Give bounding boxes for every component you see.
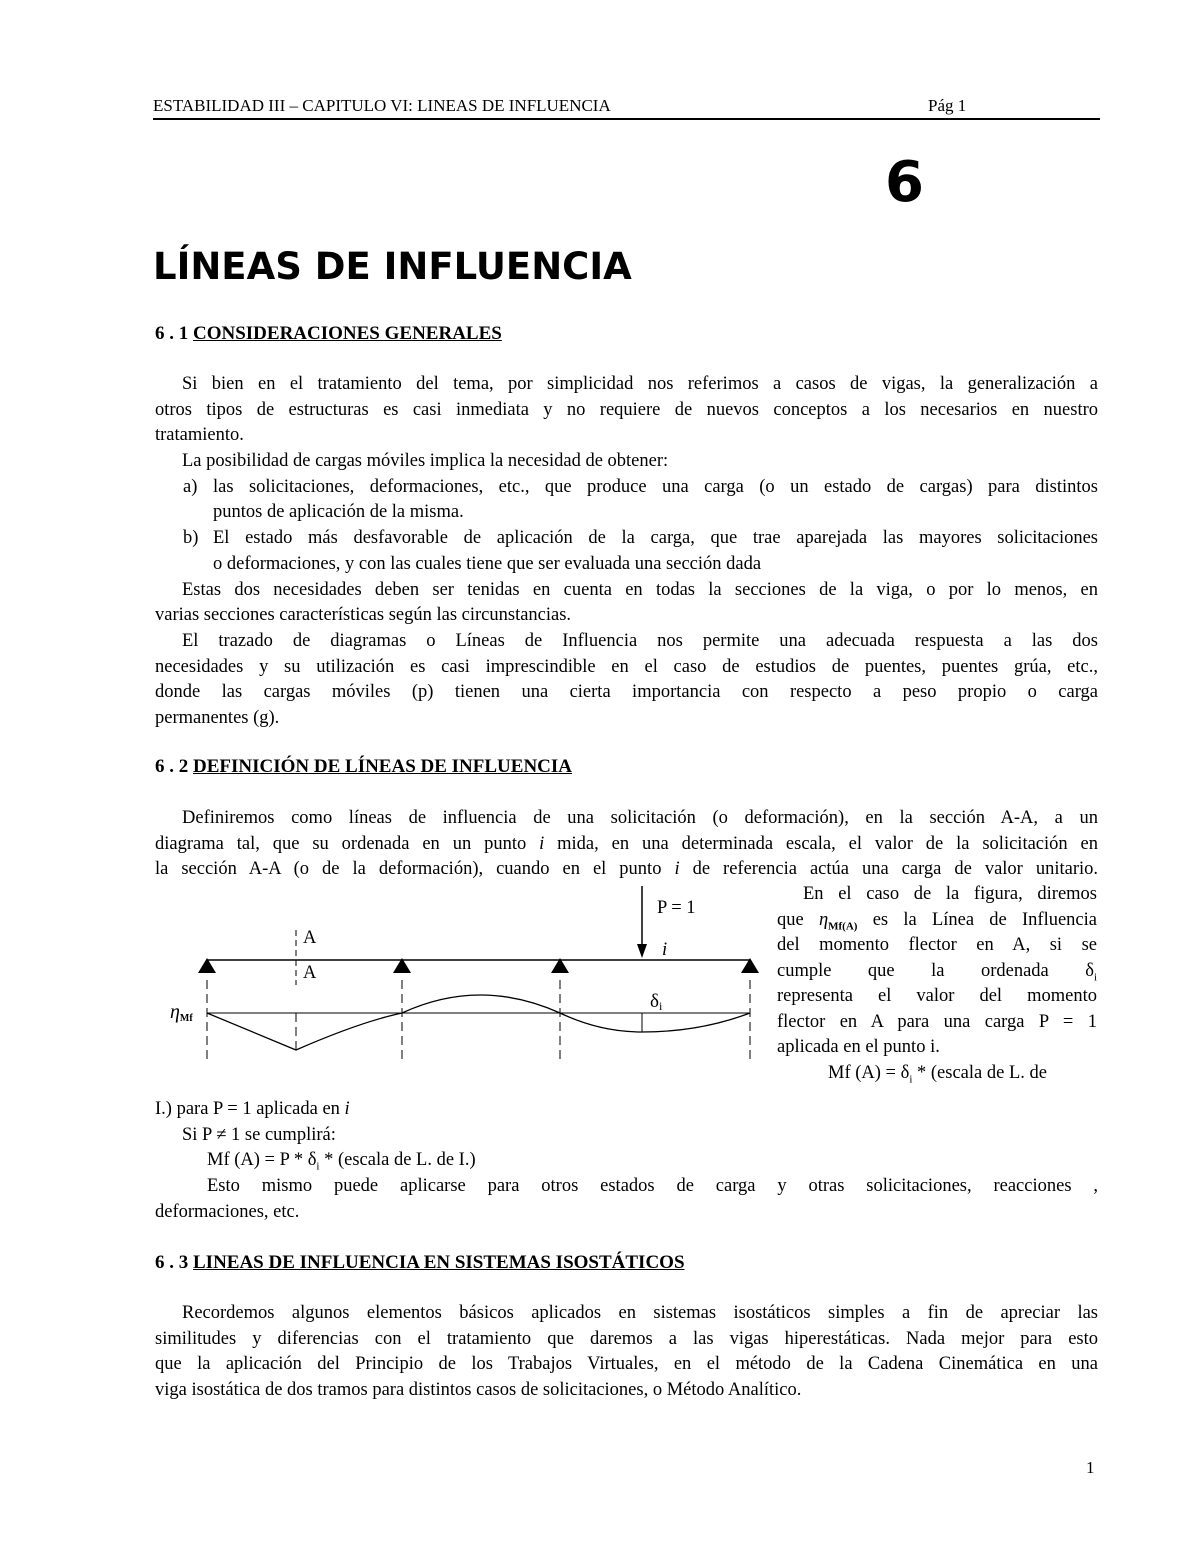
paragraph-line: del momento flector en A, si se xyxy=(777,935,1097,955)
paragraph-line: donde las cargas móviles (p) tienen una cierta importancia con respecto a peso propio o carga xyxy=(155,682,1098,703)
text-run: diagrama tal, que su ordenada en un punto xyxy=(155,833,540,854)
section-6-2-intro xyxy=(155,806,1098,883)
paragraph-line: Si P ≠ 1 se cumplirá: xyxy=(182,1124,336,1145)
section-heading-6-1 xyxy=(155,322,502,346)
paragraph-line: Esto mismo puede aplicarse para otros estados de carga y otras solicitaciones, reacciones , xyxy=(207,1176,1098,1197)
influence-line-figure xyxy=(160,882,770,1072)
ordinate-label xyxy=(650,991,663,1013)
delta-subscript: i xyxy=(1093,971,1097,984)
text-run: de referencia actúa una carga de valor unitario. xyxy=(679,859,1099,880)
paragraph-line: varias secciones características según las circunstancias. xyxy=(155,605,572,626)
paragraph-line: Si bien en el tratamiento del tema, por simplicidad nos referimos a casos de vigas, la generalización a xyxy=(182,374,1098,394)
section-number: 6 . 1 xyxy=(155,323,193,344)
text-run: es la Línea de Influencia xyxy=(857,909,1097,930)
list-item-b-cont: o deformaciones, y con las cuales tiene que ser evaluada una sección dada xyxy=(213,553,762,574)
delta-symbol: δ xyxy=(650,991,659,1012)
paragraph-line: similitudes y diferencias con el tratamiento que daremos a las vigas hiperestáticas. Nada mejor para esto xyxy=(155,1328,1098,1349)
list-marker: b) xyxy=(183,528,199,549)
text-run: I.) para P = 1 aplicada en xyxy=(155,1099,345,1119)
paragraph-line: deformaciones, etc. xyxy=(155,1201,300,1222)
list-item-b xyxy=(155,526,1098,552)
load-arrow-head xyxy=(637,944,647,958)
paragraph-line: aplicada en el punto i. xyxy=(777,1037,940,1057)
load-label: P = 1 xyxy=(657,898,696,918)
paragraph-line: representa el valor del momento xyxy=(777,986,1097,1006)
paragraph-line: otros tipos de estructuras es casi inmediata y no requiere de nuevos conceptos a los necesarios en nuestro xyxy=(155,399,1098,420)
paragraph-line xyxy=(155,1097,1098,1123)
paragraph-line xyxy=(155,1148,1098,1174)
section-title: LINEAS DE INFLUENCIA EN SISTEMAS ISOSTÁTICOS xyxy=(193,1252,685,1273)
variable-i: i xyxy=(539,833,545,854)
section-heading-6-3 xyxy=(155,1251,685,1275)
text-run: * (escala de L. de xyxy=(912,1062,1047,1083)
section-title: CONSIDERACIONES GENERALES xyxy=(193,323,502,344)
paragraph-line xyxy=(155,857,1098,883)
variable-i: i xyxy=(674,859,680,880)
eta-symbol: η xyxy=(818,909,829,930)
text-run: mida, en una determinada escala, el valor de la solicitación en xyxy=(544,833,1098,854)
section-label-bottom: A xyxy=(303,963,317,983)
section-number: 6 . 2 xyxy=(155,756,193,777)
section-6-1-body xyxy=(155,372,1098,732)
header-page: Pág 1 xyxy=(928,96,967,115)
section-6-2-after xyxy=(155,1097,1098,1225)
paragraph-line: que la aplicación del Principio de los Trabajos Virtuales, en el método de la Cadena Cinemática en una xyxy=(155,1354,1098,1375)
influence-curve xyxy=(207,995,750,1050)
text-run: Mf (A) = xyxy=(828,1062,901,1083)
text-run: la sección A-A (o de la deformación), cuando en el punto xyxy=(155,859,675,880)
section-title: DEFINICIÓN DE LÍNEAS DE INFLUENCIA xyxy=(193,756,573,777)
list-text: El estado más desfavorable de aplicación de la carga, que trae aparejada las mayores solicitaciones xyxy=(213,528,1098,549)
paragraph-line xyxy=(155,832,1098,858)
paragraph-line: viga isostática de dos tramos para distintos casos de solicitaciones, o Método Analítico. xyxy=(155,1380,802,1401)
section-6-3-body xyxy=(155,1301,1098,1404)
list-item-a xyxy=(155,475,1098,501)
paragraph-line: Recordemos algunos elementos básicos aplicados en sistemas isostáticos simples a fin de apreciar las xyxy=(182,1303,1098,1323)
delta-symbol: δ xyxy=(307,1150,317,1171)
paragraph-line xyxy=(777,908,1097,934)
eta-label xyxy=(170,1001,193,1024)
paragraph-line: flector en A para una carga P = 1 xyxy=(777,1011,1097,1032)
paragraph-line: Estas dos necesidades deben ser tenidas en cuenta en todas la secciones de la viga, o por lo menos, en xyxy=(182,579,1098,600)
delta-symbol: δ xyxy=(1085,960,1094,981)
eta-subscript: Mf(A) xyxy=(828,920,858,933)
figure-side-text xyxy=(777,882,1097,1086)
paragraph-line: necesidades y su utilización es casi imprescindible en el caso de estudios de puentes, puentes grúa, etc., xyxy=(155,656,1098,677)
paragraph-line: En el caso de la figura, diremos xyxy=(803,884,1097,904)
text-run: cumple que la ordenada xyxy=(777,960,1086,981)
eta-symbol: η xyxy=(170,1001,180,1023)
paragraph-line xyxy=(777,1061,1097,1087)
list-item-a-cont: puntos de aplicación de la misma. xyxy=(213,502,464,523)
paragraph-line: permanentes (g). xyxy=(155,707,280,728)
list-text: las solicitaciones, deformaciones, etc., que produce una carga (o un estado de cargas) para distintos xyxy=(213,476,1098,497)
section-number: 6 . 3 xyxy=(155,1252,193,1273)
chapter-number: 6 xyxy=(885,150,924,215)
delta-symbol: δ xyxy=(900,1062,910,1083)
delta-subscript: i xyxy=(316,1161,320,1174)
text-run: que xyxy=(777,909,819,930)
list-marker: a) xyxy=(183,476,198,497)
eta-subscript: Mf xyxy=(179,1013,193,1024)
paragraph-line: El trazado de diagramas o Líneas de Influencia nos permite una adecuada respuesta a las dos xyxy=(182,630,1098,651)
text-run: * (escala de L. de I.) xyxy=(319,1150,476,1171)
page-header xyxy=(153,96,1100,120)
delta-subscript: i xyxy=(658,999,663,1013)
paragraph-line: tratamiento. xyxy=(155,425,244,446)
page-number: 1 xyxy=(1086,1458,1095,1477)
variable-i: i xyxy=(344,1099,350,1119)
header-chapter: ESTABILIDAD III – CAPITULO VI: LINEAS DE INFLUENCIA xyxy=(153,96,611,115)
paragraph-line: La posibilidad de cargas móviles implica la necesidad de obtener: xyxy=(182,451,669,472)
paragraph-line xyxy=(777,959,1097,985)
paragraph-line: Definiremos como líneas de influencia de una solicitación (o deformación), en la sección A-A, a un xyxy=(182,808,1098,828)
section-label-top: A xyxy=(303,928,317,948)
point-label-i: i xyxy=(662,940,668,960)
section-heading-6-2 xyxy=(155,755,572,779)
text-run: Mf (A) = P * xyxy=(207,1150,308,1171)
delta-subscript: i xyxy=(909,1073,913,1086)
chapter-title: LÍNEAS DE INFLUENCIA xyxy=(153,245,632,288)
